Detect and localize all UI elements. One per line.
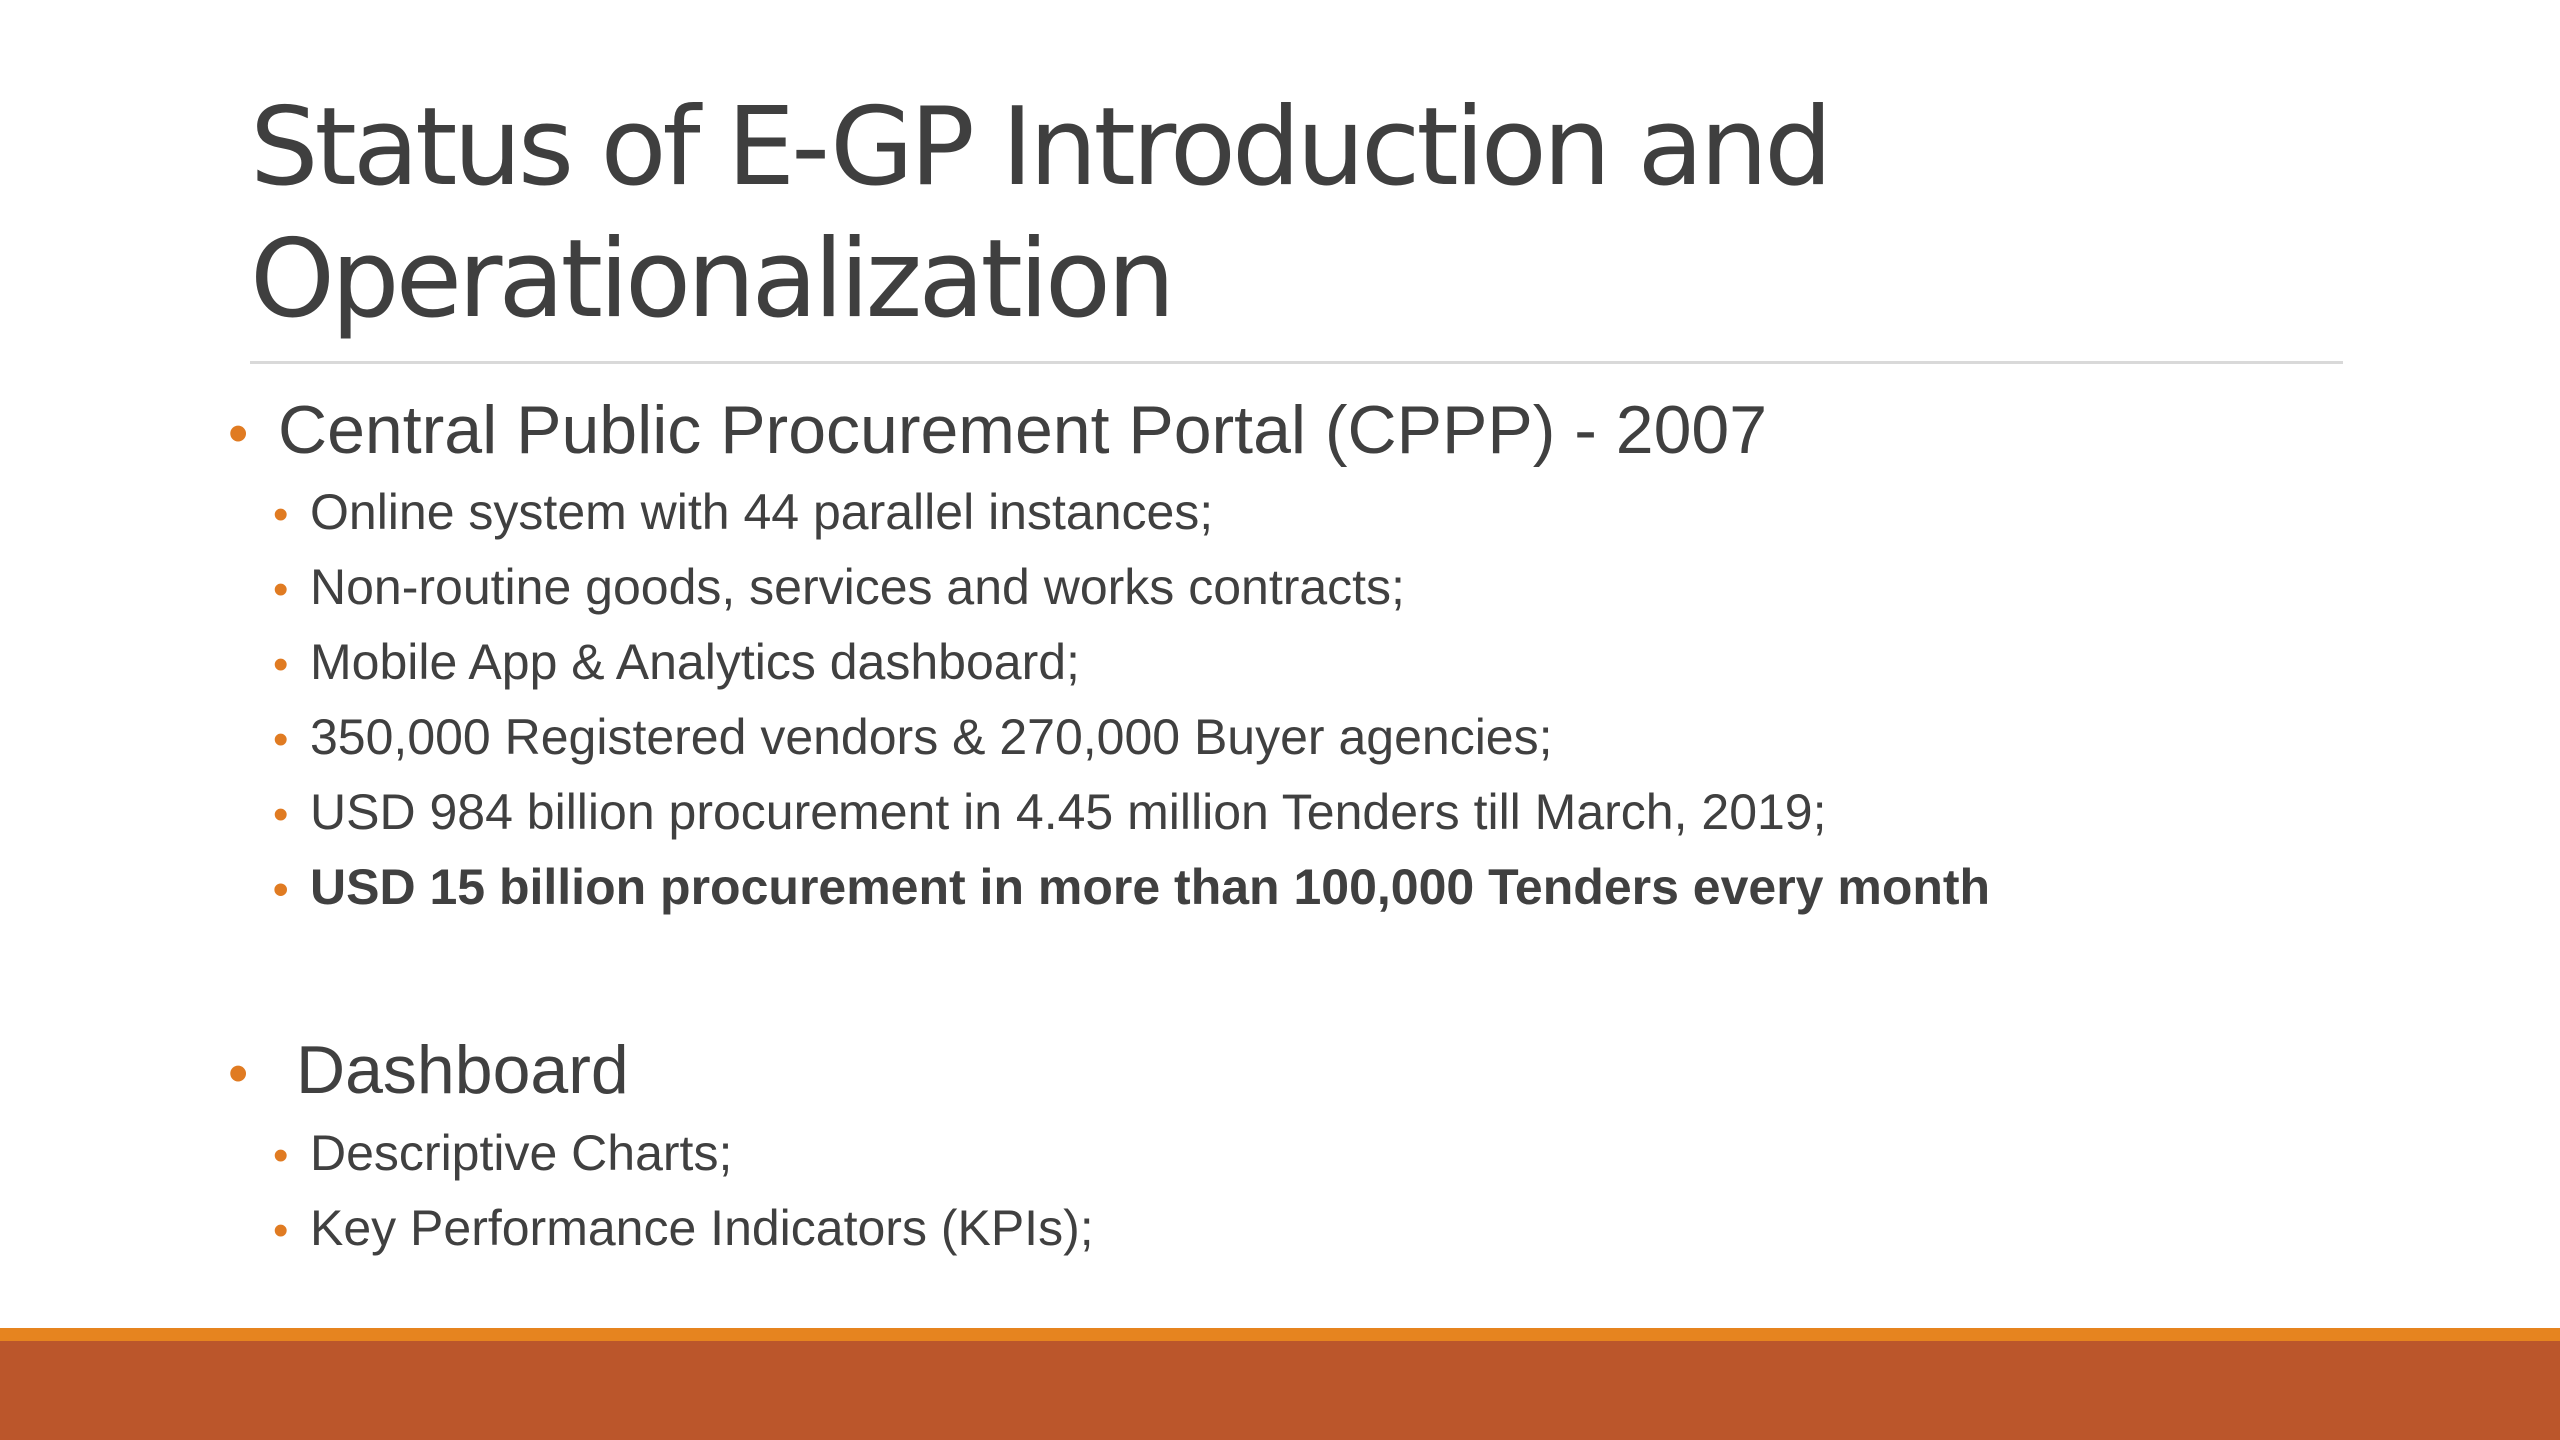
- list-item: [273, 557, 1405, 620]
- section-heading-cppp: [228, 390, 1767, 474]
- bullet-icon: •: [273, 490, 289, 539]
- footer-band: [0, 1341, 2560, 1440]
- footer-accent-stripe: [0, 1328, 2560, 1341]
- list-item-text: Descriptive Charts;: [310, 1125, 733, 1181]
- section-heading-text: Central Public Procurement Portal (CPPP) - 2007: [278, 392, 1768, 468]
- bullet-icon: •: [273, 790, 289, 839]
- bullet-icon: •: [273, 865, 289, 914]
- list-item-text: Mobile App & Analytics dashboard;: [310, 634, 1080, 690]
- bullet-icon: •: [273, 640, 289, 689]
- bullet-icon: •: [273, 1131, 289, 1180]
- list-item-text: USD 984 billion procurement in 4.45 million Tenders till March, 2019;: [310, 784, 1827, 840]
- bullet-icon: •: [273, 1206, 289, 1255]
- list-item: [273, 632, 1080, 695]
- slide-title: [250, 82, 2350, 346]
- list-item: [273, 1123, 732, 1186]
- list-item-text: USD 15 billion procurement in more than 100,000 Tenders every month: [310, 859, 1991, 915]
- title-divider: [250, 361, 2343, 364]
- list-item-text: Non-routine goods, services and works contracts;: [310, 559, 1405, 615]
- list-item-text: Key Performance Indicators (KPIs);: [310, 1200, 1094, 1256]
- list-item: [273, 482, 1213, 545]
- bullet-icon: •: [228, 1041, 249, 1106]
- list-item-text: 350,000 Registered vendors & 270,000 Buyer agencies;: [310, 709, 1553, 765]
- bullet-icon: •: [273, 715, 289, 764]
- list-item-text: Online system with 44 parallel instances;: [310, 484, 1214, 540]
- bullet-icon: •: [228, 401, 249, 466]
- bullet-icon: •: [273, 565, 289, 614]
- list-item: [273, 707, 1553, 770]
- list-item: [273, 782, 1827, 845]
- slide-title-line-2: Operationalization: [250, 217, 1172, 342]
- list-item: [273, 1198, 1094, 1261]
- section-heading-dashboard: [228, 1030, 629, 1114]
- slide-title-line-1: Status of E-GP Introduction and: [250, 85, 1829, 210]
- list-item-highlight: [273, 857, 1990, 920]
- section-heading-text: Dashboard: [296, 1032, 629, 1108]
